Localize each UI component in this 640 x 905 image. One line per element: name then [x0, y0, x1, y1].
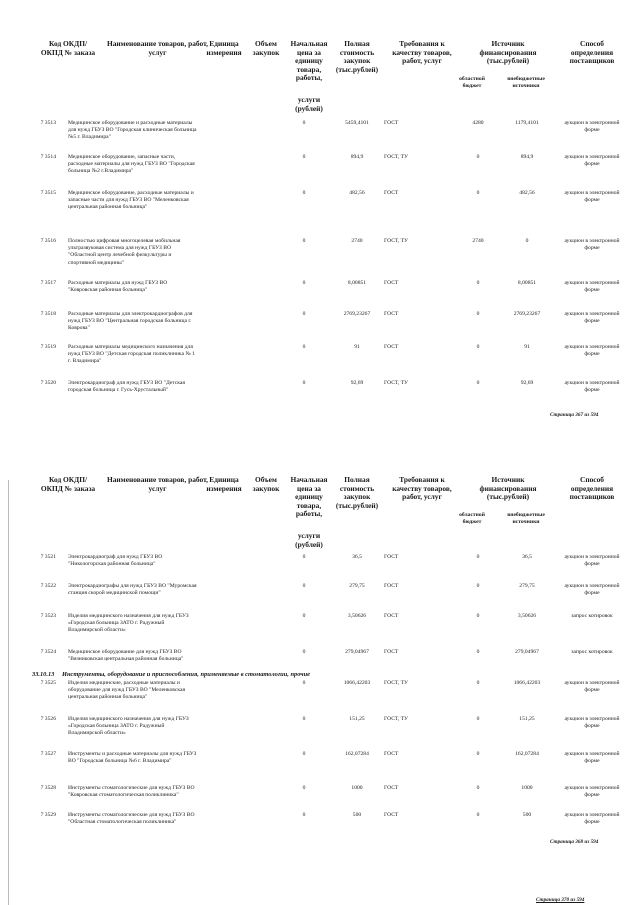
row-name: Изделия медицинские, расходные материалы и оборудование для нужд ГБУЗ ВО "Меленковская центральная районная больница" — [68, 680, 186, 701]
row-extra-budget: 482,56 — [519, 190, 535, 196]
header-code: Код ОКДП/ ОКПД № заказа — [40, 39, 96, 57]
row-init-price: 0 — [302, 751, 306, 757]
row-total: 482,56 — [349, 190, 365, 196]
header-source-regional: областной бюджет — [459, 76, 485, 89]
row-init-price: 0 — [302, 190, 306, 196]
header-source-extra: внебюджетные источники — [507, 76, 545, 89]
header-total: Полная стоимость закупок (тыс.рублей) — [335, 475, 379, 510]
row-method: аукцион в электронной форме — [564, 716, 620, 730]
row-name: Медицинское оборудование и расходные материалы для нужд ГБУЗ ВО "Городская клиническая больница №5 г. Владимира" — [68, 120, 197, 141]
row-number: 7 3522 — [40, 583, 56, 589]
row-method: аукцион в электронной форме — [564, 583, 620, 597]
row-method: аукцион в электронной форме — [564, 380, 620, 394]
row-total: 1000 — [351, 785, 363, 791]
row-init-price: 0 — [302, 311, 306, 317]
row-extra-budget: 8,00851 — [517, 280, 537, 286]
row-regional-budget: 0 — [476, 311, 480, 317]
row-total: 279,04967 — [345, 649, 369, 655]
row-extra-budget: 279,75 — [519, 583, 535, 589]
header-source: Источник финансирования (тыс.рублей) — [479, 475, 537, 502]
row-total: 279,75 — [349, 583, 365, 589]
header-init-price-sub: услуги (рублей) — [295, 95, 323, 113]
header-source-regional: областной бюджет — [459, 512, 485, 525]
row-total: 36,5 — [352, 554, 362, 560]
row-extra-budget: 2769,23267 — [513, 311, 541, 317]
row-total: 5459,4101 — [345, 120, 369, 126]
header-unit: Единица измерения — [206, 39, 242, 57]
row-quality: ГОСТ, ТУ — [384, 238, 408, 244]
row-extra-budget: 500 — [522, 812, 532, 818]
row-regional-budget: 0 — [476, 190, 480, 196]
header-name: Наименование товаров, работ, услуг — [106, 39, 209, 57]
row-method: аукцион в электронной форме — [564, 154, 620, 168]
row-extra-budget: 3,50626 — [517, 613, 537, 619]
row-regional-budget: 0 — [476, 716, 480, 722]
row-number: 7 3520 — [40, 380, 56, 386]
row-total: 2740 — [351, 238, 363, 244]
row-regional-budget: 0 — [476, 649, 480, 655]
row-name: Медицинское оборудование для нужд ГБУЗ ВО "Вязниковская центральная районная больница" — [68, 649, 184, 663]
row-number: 7 3521 — [40, 554, 56, 560]
row-name: Инструменты и расходные материалы для нужд ГБУЗ ВО "Городская больница №6 г. Владимира" — [68, 751, 197, 765]
row-regional-budget: 0 — [476, 554, 480, 560]
row-name: Инструменты стоматологические для нужд ГБУЗ ВО "Областная стоматологическая поликлиника" — [68, 812, 195, 826]
header-source-extra: внебюджетные источники — [507, 512, 545, 525]
row-name: Полностью цифровая многоцелевая мобильная ультразвуковая система для нужд ГБУЗ ВО "Областной центр лечебной физкультуры и спортивной медицины" — [68, 238, 181, 266]
row-regional-budget: 0 — [476, 812, 480, 818]
header-init-price-sub: услуги (рублей) — [295, 531, 323, 549]
row-init-price: 0 — [302, 238, 306, 244]
row-regional-budget: 0 — [476, 613, 480, 619]
row-extra-budget: 1179,4101 — [515, 120, 539, 126]
row-method: аукцион в электронной форме — [564, 120, 620, 134]
row-quality: ГОСТ — [384, 190, 399, 196]
row-init-price: 0 — [302, 554, 306, 560]
header-quality: Требования к качеству товаров, работ, услуг — [392, 39, 452, 66]
row-method: аукцион в электронной форме — [564, 751, 620, 765]
row-method: аукцион в электронной форме — [564, 238, 620, 252]
row-extra-budget: 92,69 — [520, 380, 534, 386]
row-extra-budget: 1000 — [521, 785, 533, 791]
row-number: 7 3517 — [40, 280, 56, 286]
row-init-price: 0 — [302, 649, 306, 655]
row-total: 500 — [352, 812, 362, 818]
header-unit: Единица измерения — [206, 475, 242, 493]
row-init-price: 0 — [302, 613, 306, 619]
header-volume: Объем закупок — [252, 475, 280, 493]
section-code: 33.10.13 — [32, 671, 55, 678]
row-name: Изделия медицинского назначения для нужд ГБУЗ «Городская больница ЗАТО г. Радужный Владимирской области» — [68, 613, 189, 634]
row-number: 7 3514 — [40, 154, 56, 160]
row-init-price: 0 — [302, 120, 306, 126]
row-method: аукцион в электронной форме — [564, 190, 620, 204]
row-number: 7 3528 — [40, 785, 56, 791]
row-number: 7 3525 — [40, 680, 56, 686]
row-init-price: 0 — [302, 812, 306, 818]
row-method: аукцион в электронной форме — [564, 311, 620, 325]
row-number: 7 3515 — [40, 190, 56, 196]
row-extra-budget: 279,04967 — [515, 649, 539, 655]
row-quality: ГОСТ — [384, 812, 399, 818]
header-source: Источник финансирования (тыс.рублей) — [479, 39, 537, 66]
document-page-368 — [0, 440, 640, 905]
row-method: аукцион в электронной форме — [564, 280, 620, 294]
row-extra-budget: 1066,42203 — [513, 680, 541, 686]
row-regional-budget: 0 — [476, 680, 480, 686]
row-name: Электрокардиографы для нужд ГБУЗ ВО "Муромская станция скорой медицинской помощи" — [68, 583, 197, 597]
row-regional-budget: 4280 — [472, 120, 484, 126]
row-regional-budget: 0 — [476, 280, 480, 286]
document-page-367 — [0, 0, 640, 440]
row-method: запрос котировок — [571, 613, 613, 619]
row-init-price: 0 — [302, 680, 306, 686]
row-name: Электрокардиограф для нужд ГБУЗ ВО "Никологорская районная больница" — [68, 554, 163, 568]
row-name: Изделия медицинского назначения для нужд ГБУЗ «Городская больница ЗАТО г. Радужный Владимирской области» — [68, 716, 189, 737]
row-regional-budget: 0 — [476, 785, 480, 791]
row-quality: ГОСТ — [384, 120, 399, 126]
row-quality: ГОСТ — [384, 613, 399, 619]
row-method: аукцион в электронной форме — [564, 680, 620, 694]
row-number: 7 3526 — [40, 716, 56, 722]
row-extra-budget: 151,25 — [519, 716, 535, 722]
page-footer: Страница 367 из 594 — [550, 412, 599, 418]
row-quality: ГОСТ — [384, 785, 399, 791]
row-quality: ГОСТ, ТУ — [384, 716, 408, 722]
row-number: 7 3524 — [40, 649, 56, 655]
row-quality: ГОСТ — [384, 311, 399, 317]
row-total: 92,69 — [350, 380, 364, 386]
row-init-price: 0 — [302, 583, 306, 589]
row-extra-budget: 36,5 — [522, 554, 532, 560]
row-extra-budget: 91 — [524, 344, 530, 350]
row-total: 162,07284 — [345, 751, 369, 757]
row-total: 91 — [354, 344, 360, 350]
row-regional-budget: 0 — [476, 154, 480, 160]
row-number: 7 3527 — [40, 751, 56, 757]
header-total: Полная стоимость закупок (тыс.рублей) — [335, 39, 379, 74]
row-extra-budget: 894,9 — [520, 154, 534, 160]
row-number: 7 3518 — [40, 311, 56, 317]
row-name: Инструменты стоматологические для нужд ГБУЗ ВО "Ковровская стоматологическая поликлиника" — [68, 785, 195, 799]
row-method: запрос котировок — [571, 649, 613, 655]
row-quality: ГОСТ — [384, 554, 399, 560]
row-number: 7 3519 — [40, 344, 56, 350]
row-init-price: 0 — [302, 344, 306, 350]
row-quality: ГОСТ — [384, 649, 399, 655]
row-quality: ГОСТ — [384, 344, 399, 350]
row-regional-budget: 2740 — [472, 238, 484, 244]
header-code: Код ОКДП/ ОКПД № заказа — [40, 475, 96, 493]
header-init-price: Начальная цена за единицу товара, работы, — [290, 39, 328, 83]
row-name: Медицинское оборудование, расходные материалы и запасные части для нужд ГБУЗ ВО "Меленковская центральная районная больница" — [68, 190, 194, 211]
row-init-price: 0 — [302, 785, 306, 791]
row-regional-budget: 0 — [476, 344, 480, 350]
row-quality: ГОСТ, ТУ — [384, 380, 408, 386]
row-name: Расходные материалы для нужд ГБУЗ ВО "Ковровская районная больница" — [68, 280, 168, 294]
row-extra-budget: 162,07284 — [515, 751, 539, 757]
row-init-price: 0 — [302, 280, 306, 286]
header-name: Наименование товаров, работ, услуг — [106, 475, 209, 493]
header-method: Способ определения поставщиков — [569, 39, 615, 66]
row-method: аукцион в электронной форме — [564, 554, 620, 568]
header-volume: Объем закупок — [252, 39, 280, 57]
row-quality: ГОСТ, ТУ — [384, 154, 408, 160]
row-total: 8,00851 — [347, 280, 367, 286]
row-regional-budget: 0 — [476, 583, 480, 589]
row-regional-budget: 0 — [476, 380, 480, 386]
section-heading — [32, 671, 632, 678]
row-init-price: 0 — [302, 154, 306, 160]
row-number: 7 3516 — [40, 238, 56, 244]
row-number: 7 3513 — [40, 120, 56, 126]
row-quality: ГОСТ — [384, 751, 399, 757]
row-method: аукцион в электронной форме — [564, 785, 620, 799]
row-name: Электрокардиограф для нужд ГБУЗ ВО "Детская городская больница г. Гусь-Хрустальный" — [68, 380, 185, 394]
header-method: Способ определения поставщиков — [569, 475, 615, 502]
row-quality: ГОСТ — [384, 280, 399, 286]
row-init-price: 0 — [302, 380, 306, 386]
header-quality: Требования к качеству товаров, работ, услуг — [392, 475, 452, 502]
row-method: аукцион в электронной форме — [564, 812, 620, 826]
row-number: 7 3523 — [40, 613, 56, 619]
row-name: Медицинское оборудование, запасные части, расходные материалы для нужд ГБУЗ ВО "Городская больница №2 г.Владимира" — [68, 154, 195, 175]
page-footer-bottom: Страница 370 из 594 — [536, 897, 585, 903]
header-init-price: Начальная цена за единицу товара, работы, — [290, 475, 328, 519]
row-extra-budget: 0 — [525, 238, 529, 244]
row-total: 3,50626 — [347, 613, 367, 619]
row-name: Расходные материалы для электрокардиографов для нужд ГБУЗ ВО "Центральная городская больница г. Коврова" — [68, 311, 193, 332]
row-total: 894,9 — [350, 154, 364, 160]
row-name: Расходные материалы медицинского назначения для нужд ГБУЗ ВО "Детская городская поликлиника № 1 г. Владимира" — [68, 344, 195, 365]
scan-border — [8, 480, 9, 905]
row-total: 2769,23267 — [343, 311, 371, 317]
row-init-price: 0 — [302, 716, 306, 722]
row-total: 151,25 — [349, 716, 365, 722]
row-quality: ГОСТ, ТУ — [384, 680, 408, 686]
page-footer: Страница 368 из 594 — [550, 839, 599, 845]
row-quality: ГОСТ — [384, 583, 399, 589]
row-regional-budget: 0 — [476, 751, 480, 757]
section-title: Инструменты, оборудование и приспособления, применяемые в стоматологии, прочие — [61, 671, 311, 678]
row-method: аукцион в электронной форме — [564, 344, 620, 358]
row-total: 1066,42203 — [343, 680, 371, 686]
row-number: 7 3529 — [40, 812, 56, 818]
